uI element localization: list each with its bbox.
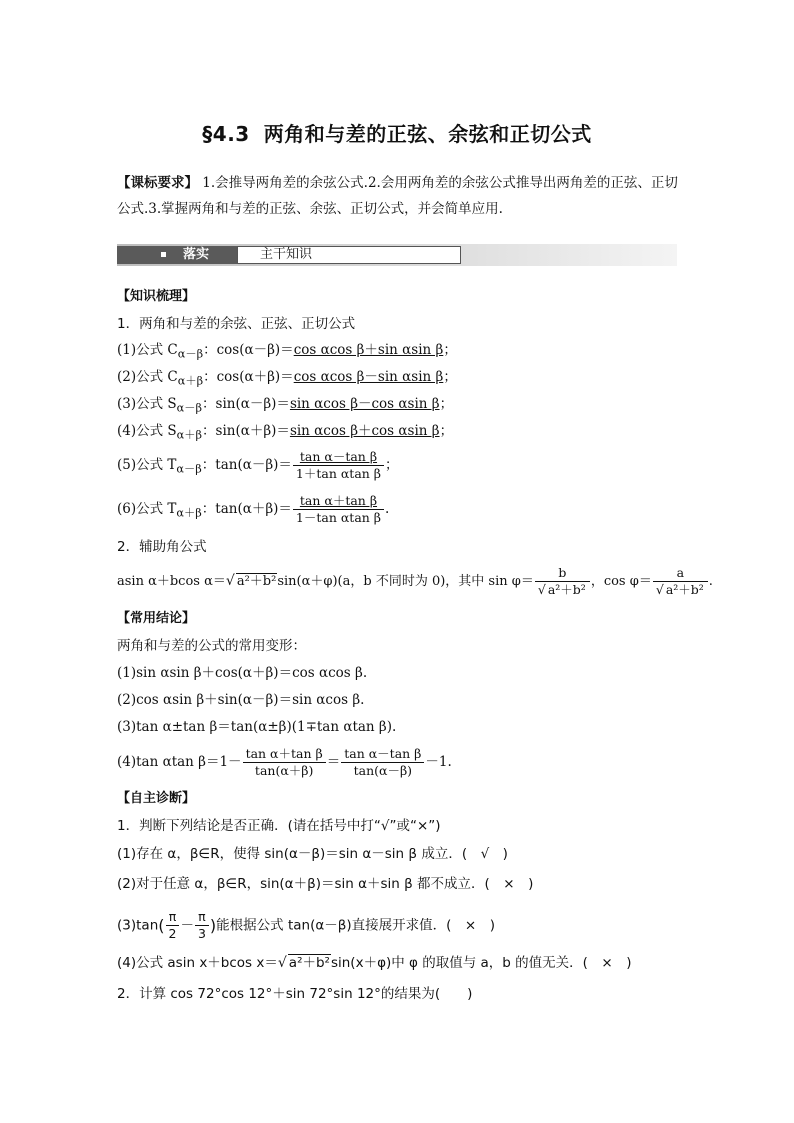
- tan-formula-line: (6)公式 $T_{\alpha+\beta}$：tan(α＋β)＝ $\frac{\text{tan α＋tan β}}{\text{1－tan αtan β}}$ .: [117, 493, 390, 525]
- tan-formula-line: (5)公式 $T_{\alpha-\beta}$：tan(α－β)＝ $\frac{\text{tan α－tan β}}{\text{1＋tan αtan β}}$ ；: [117, 449, 399, 481]
- diagnosis-heading: 【自主诊断】: [117, 791, 196, 806]
- diagnosis-question-1: 1．判断下列结论是否正确．(请在括号中打“√”或“×”): [117, 818, 441, 834]
- fraction: $\frac{\pi}{3}$: [195, 909, 209, 942]
- section-number: §4.3: [202, 122, 250, 146]
- conclusion-item: (2)cos αsin β＋sin(α－β)＝sin αcos β.: [117, 692, 365, 708]
- banner-dark-label: 落实: [117, 246, 237, 264]
- formula-line: (1)公式 $C_{\alpha-\beta}$：cos(α－β)＝cos αcos β＋sin αsin β；: [117, 342, 457, 361]
- judgement-item: (3)tan( $\frac{\pi}{2}$ － $\frac{\pi}{3}$ )能根据公式 tan(α－β)直接展开求值．( × ): [117, 909, 495, 941]
- formula-line: (3)公式 $S_{\alpha-\beta}$：sin(α－β)＝sin αcos β－cos αsin β；: [117, 396, 454, 415]
- fraction: $\frac{\text{tan α＋tan β}}{\tan(\alpha+\beta)}$: [243, 746, 326, 779]
- judgement-item: (4)公式 asin x＋bcos x＝√ a²＋b²sin(x＋φ)中 φ 的取值与 a，b 的值无关．( × ): [117, 955, 632, 971]
- requirements-text: 1.会推导两角差的余弦公式.2.会用两角差的余弦公式推导出两角差的正弦、正切公式.3.掌握两角和与差的正弦、余弦、正切公式，并会简单应用.: [117, 175, 678, 217]
- formula-line: (4)公式 $S_{\alpha+\beta}$：sin(α＋β)＝sin αcos β＋cos αsin β；: [117, 423, 454, 442]
- fraction: $\frac{\pi}{2}$: [166, 909, 180, 942]
- square-bullet-icon: [161, 252, 166, 257]
- judgement-item: (1)存在 α，β∈R，使得 sin(α－β)＝sin α－sin β 成立．( √ ): [117, 846, 508, 862]
- conclusions-intro: 两角和与差的公式的常用变形：: [117, 638, 306, 654]
- section-banner: [117, 244, 677, 266]
- fraction: $\frac{a}{\text{√ a²＋b²}}$: [653, 565, 708, 598]
- fraction: $\frac{\text{tan α＋tan β}}{\text{1－tan αtan β}}$: [293, 493, 384, 526]
- banner-light-label: 主干知识: [237, 246, 461, 264]
- diagnosis-question-2: 2．计算 cos 72°cos 12°＋sin 72°sin 12°的结果为( ): [117, 986, 473, 1002]
- judgement-item: (2)对于任意 α，β∈R，sin(α＋β)＝sin α＋sin β 都不成立．( × ): [117, 876, 534, 892]
- conclusions-heading: 【常用结论】: [117, 611, 196, 626]
- curriculum-requirements: [117, 170, 679, 222]
- fraction: $\frac{\text{tan α－tan β}}{\text{1＋tan αtan β}}$: [293, 449, 384, 482]
- knowledge-item-2: 2．辅助角公式: [117, 539, 207, 555]
- knowledge-item-1: 1．两角和与差的余弦、正弦、正切公式: [117, 316, 356, 332]
- requirements-tag: 【课标要求】: [117, 175, 198, 191]
- conclusion-item: (4)tan αtan β＝1－ $\frac{\text{tan α＋tan β}}{\tan(\alpha+\beta)}$ ＝ $\frac{\text{tan α－tan β}}{\tan(\alpha-\beta)}$ －1.: [117, 746, 452, 778]
- fraction: $\frac{\text{tan α－tan β}}{\tan(\alpha-\beta)}$: [341, 746, 424, 779]
- knowledge-heading: 【知识梳理】: [117, 289, 196, 304]
- auxiliary-angle-formula: asin α＋bcos α＝√ a²＋b²sin(α＋φ)(a，b 不同时为 0)，其中 sin φ＝ $\frac{b}{\text{√ a²＋b²}}$ ，cos φ＝ $\frac{a}{\text{√ a²＋b²}}$ .: [117, 565, 713, 597]
- formula-line: (2)公式 $C_{\alpha+\beta}$：cos(α＋β)＝cos αcos β－sin αsin β；: [117, 369, 457, 388]
- section-title: 两角和与差的正弦、余弦和正切公式: [263, 122, 592, 146]
- conclusion-item: (3)tan α±tan β＝tan(α±β)(1∓tan αtan β).: [117, 719, 397, 735]
- conclusion-item: (1)sin αsin β＋cos(α＋β)＝cos αcos β.: [117, 665, 368, 681]
- fraction: $\frac{b}{\text{√ a²＋b²}}$: [535, 565, 590, 598]
- page-title: [0, 118, 794, 147]
